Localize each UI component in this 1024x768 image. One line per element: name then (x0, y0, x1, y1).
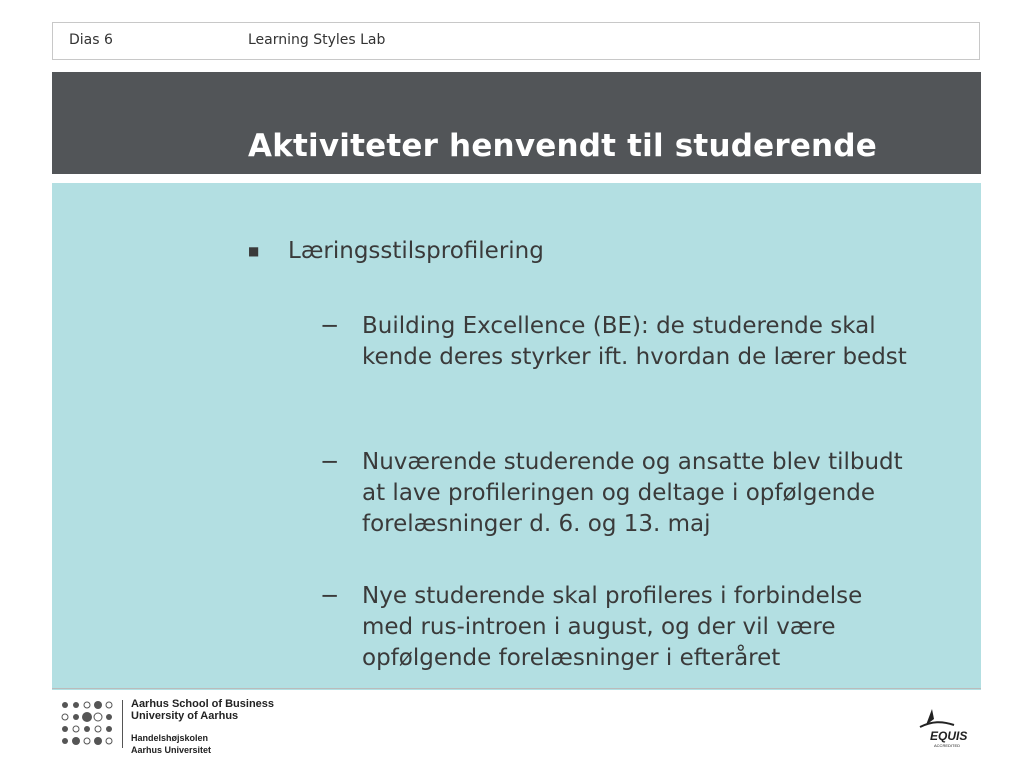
slide-title: Aktiviteter henvendt til studerende (248, 128, 877, 164)
bullet-text: Læringsstilsprofilering (288, 238, 544, 264)
equis-wordmark: EQUIS (930, 729, 968, 743)
school-name-line: University of Aarhus (131, 710, 239, 722)
school-name-line: Aarhus School of Business (131, 698, 275, 710)
sub-bullet-item (320, 447, 920, 540)
slide-number: Dias 6 (69, 32, 113, 48)
sub-bullet-text: Nuværende studerende og ansatte blev tilbudt at lave profileringen og deltage i opfølgende forelæsninger d. 6. og 13. maj (362, 449, 903, 537)
footer-divider (52, 688, 981, 689)
sub-bullet-text: Nye studerende skal profileres i forbindelse med rus-introen i august, og der vil være opfølgende forelæsninger i efteråret (362, 583, 863, 671)
school-name-block (131, 698, 274, 756)
equis-logo-icon (912, 705, 976, 749)
equis-accredited: ACCREDITED (934, 743, 961, 748)
dash-bullet-icon: − (320, 313, 340, 339)
title-band (52, 72, 981, 174)
university-logo-icon (60, 700, 114, 748)
sub-bullet-item (320, 311, 920, 373)
header-lab-name: Learning Styles Lab (248, 32, 386, 48)
school-name-line: Handelshøjskolen (131, 733, 209, 743)
square-bullet-icon: ■ (248, 244, 260, 258)
dash-bullet-icon: − (320, 449, 340, 475)
school-name-line: Aarhus Universitet (131, 745, 212, 755)
logo-separator (122, 700, 123, 748)
slide-header-bar (52, 22, 980, 60)
bullet-item (248, 238, 544, 264)
content-area (52, 183, 981, 690)
sub-bullet-text: Building Excellence (BE): de studerende skal kende deres styrker ift. hvordan de lærer bedst (362, 313, 907, 370)
sub-bullet-item (320, 581, 920, 674)
dash-bullet-icon: − (320, 583, 340, 609)
